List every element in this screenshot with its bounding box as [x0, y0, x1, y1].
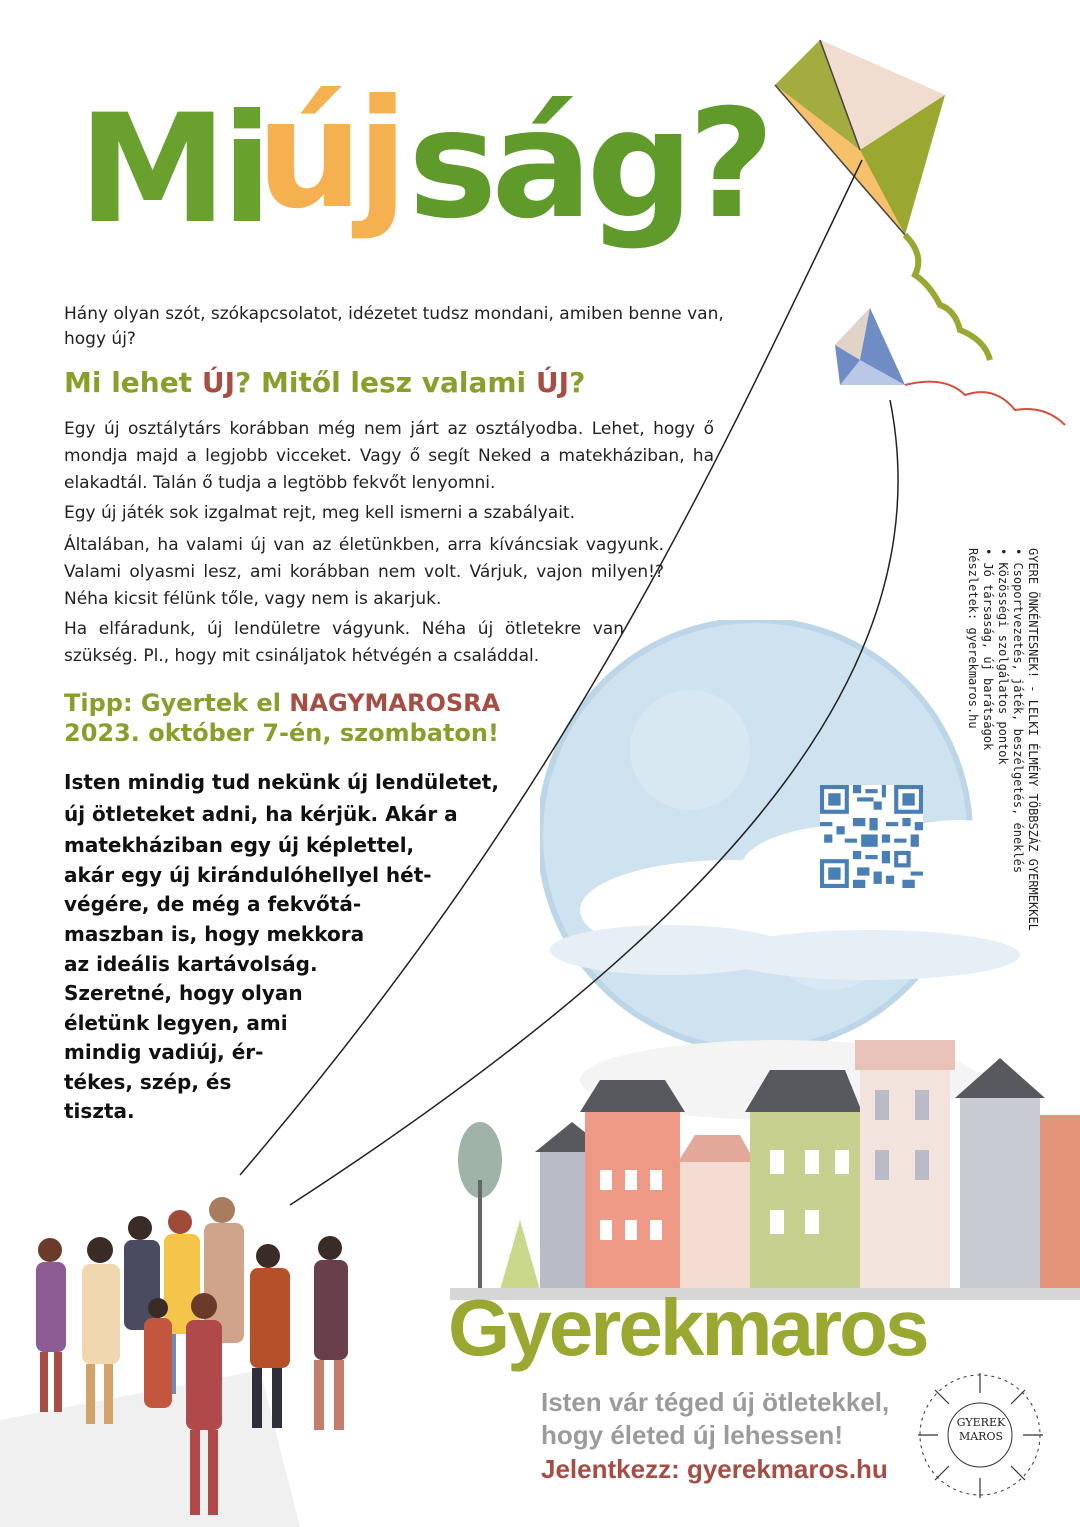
tip-prefix: Tipp: Gyertek el	[64, 689, 290, 717]
heading-part: ?	[569, 366, 586, 399]
tip-date: 2023. október 7-én, szombaton!	[64, 719, 499, 747]
message-line: akár egy új kirándulóhellyel hét-	[64, 863, 432, 887]
side-info	[965, 548, 1040, 931]
page-title	[78, 70, 778, 270]
paragraph: Ha elfáradunk, új lendületre vágyunk. Néha új ötletekre van szükség. Pl., hogy mit csináljatok hétvégén a családdal.	[64, 619, 624, 666]
gyerekmaros-logo	[913, 1368, 1048, 1503]
title-word-sag: ság?	[408, 78, 769, 252]
side-title: GYERE ÖNKÉNTESNEK! - LELKI ÉLMÉNY TÖBBSZÁZ GYERMEKKEL	[1026, 548, 1040, 931]
message-line: az ideális kartávolság.	[64, 952, 318, 976]
slogan-line-1: Isten vár téged új ötletekkel,	[541, 1387, 890, 1417]
message-line: mindig vadiúj, ér-	[64, 1040, 264, 1064]
message-line: új ötleteket adni, ha kérjük. Akár a	[64, 802, 458, 826]
message-line: Szeretné, hogy olyan	[64, 981, 303, 1005]
message-line: matekháziban egy új képlettel,	[64, 833, 415, 857]
heading-part: Mi lehet	[64, 366, 202, 399]
side-item: • Közösségi szolgálatos pontok	[996, 548, 1010, 765]
logo-text: GYEREK MAROS	[956, 1416, 1006, 1443]
message-line: végére, de még a fekvőtá-	[64, 892, 362, 916]
brand-name: Gyerekmaros	[448, 1283, 927, 1372]
title-word-uj: új	[256, 68, 403, 242]
heading-highlight: ÚJ	[201, 366, 236, 399]
section-heading	[64, 366, 764, 399]
message-line: életünk legyen, ami	[64, 1011, 288, 1035]
intro-text: Hány olyan szót, szókapcsolatot, idézetet tudsz mondani, amiben benne van, hogy új?	[64, 304, 724, 349]
heading-part: ? Mitől lesz valami	[235, 366, 536, 399]
message-line: tékes, szép, és	[64, 1070, 232, 1094]
paragraph: Általában, ha valami új van az életünkben, arra kíváncsiak vagyunk. Valami olyasmi lesz, ami korábban nem volt. Várjuk, vajon milyen!? Néha kicsit félünk tőle, vagy nem is akarjuk.	[64, 535, 664, 609]
heading-highlight: ÚJ	[535, 366, 570, 399]
tip-place: NAGYMAROSRA	[289, 689, 501, 717]
message-line: maszban is, hogy mekkora	[64, 922, 365, 946]
slogan-line-2: hogy életed új lehessen!	[541, 1420, 843, 1450]
join-link[interactable]: Jelentkezz: gyerekmaros.hu	[541, 1454, 888, 1484]
tip-text	[64, 688, 564, 748]
side-item: • Jó társaság, új barátságok	[981, 548, 995, 751]
people-illustration	[0, 1170, 400, 1527]
paragraph: Egy új osztálytárs korábban még nem járt az osztályodba. Lehet, hogy ő mondja majd a legjobb vicceket. Vagy ő segít Neked a matekháziban, ha elakadtál. Talán ő tudja a legtöbb fekvőt lenyomni.	[64, 419, 714, 493]
paragraph: Egy új játék sok izgalmat rejt, meg kell ismerni a szabályait.	[64, 503, 575, 523]
qr-code[interactable]	[820, 785, 923, 888]
message-line: Isten mindig tud nekünk új lendületet,	[64, 770, 499, 794]
side-item: • Csoportvezetés, játék, beszélgetés, éneklés	[1011, 548, 1025, 874]
message-line: tiszta.	[64, 1099, 135, 1123]
title-word-mi: Mi	[78, 83, 267, 257]
side-item: Részletek: gyerekmaros.hu	[966, 548, 980, 729]
